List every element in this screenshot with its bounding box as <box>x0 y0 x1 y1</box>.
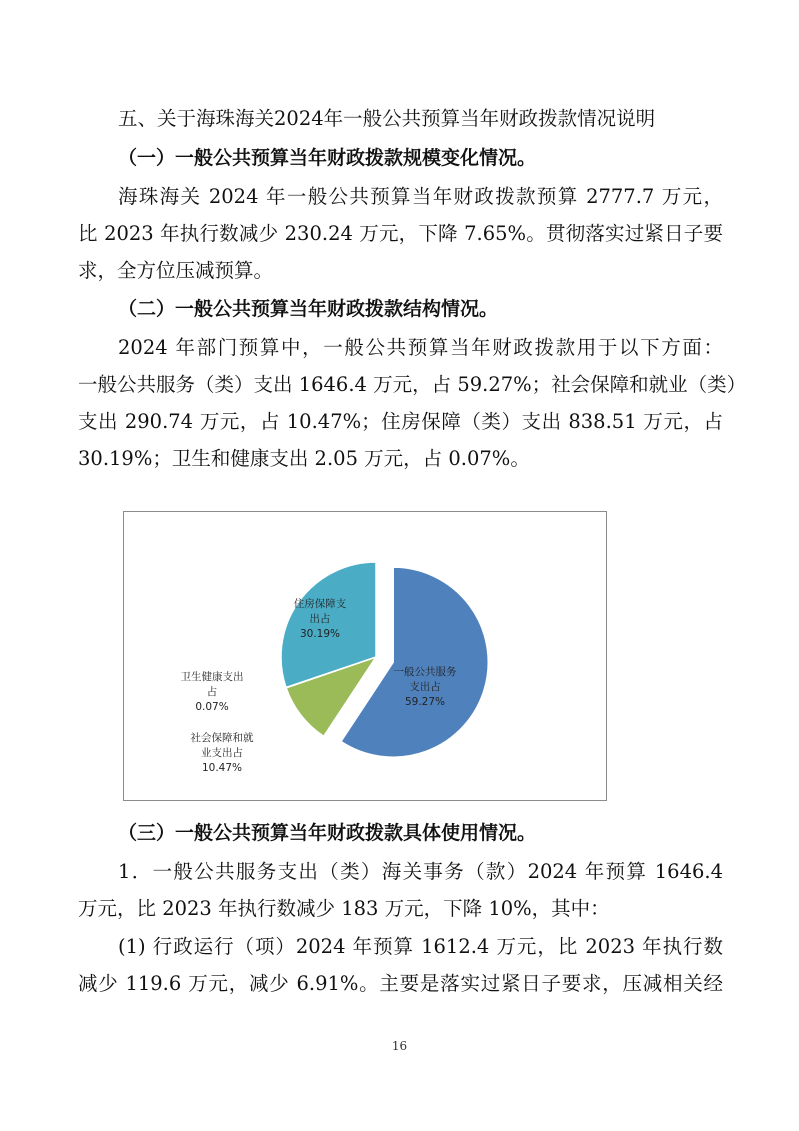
part3-line-4: 减少 119.6 万元，减少 6.91%。主要是落实过紧日子要求，压减相关经 <box>78 972 723 995</box>
part3-line-1: 1．一般公共服务支出（类）海关事务（款）2024 年预算 1646.4 <box>118 860 723 883</box>
part3-heading: （三）一般公共预算当年财政拨款具体使用情况。 <box>118 822 537 844</box>
part2-line-4: 30.19%；卫生和健康支出 2.05 万元，占 0.07%。 <box>78 447 530 470</box>
pie-label-3: 住房保障支出占 30.19% <box>293 598 347 640</box>
part2-line-2: 一般公共服务（类）支出 1646.4 万元，占 59.27%；社会保障和就业（类） <box>78 373 747 396</box>
part2-line-1: 2024 年部门预算中，一般公共预算当年财政拨款用于以下方面： <box>118 336 723 359</box>
part1-line-1: 海珠海关 2024 年一般公共预算当年财政拨款预算 2777.7 万元， <box>118 185 723 208</box>
section-title: 五、关于海珠海关2024年一般公共预算当年财政拨款情况说明 <box>118 107 656 130</box>
part2-heading: （二）一般公共预算当年财政拨款结构情况。 <box>118 298 499 320</box>
pie-label-1: 社会保障和就业支出占 10.47% <box>190 732 254 774</box>
pie-label-2: 卫生健康支出占 0.07% <box>180 671 244 713</box>
part1-heading: （一）一般公共预算当年财政拨款规模变化情况。 <box>118 147 537 169</box>
pie-chart-svg <box>124 512 606 800</box>
part1-line-2: 比 2023 年执行数减少 230.24 万元，下降 7.65%。贯彻落实过紧日子要 <box>78 222 723 245</box>
page-number: 16 <box>391 1039 408 1053</box>
part1-line-3: 求，全方位压减预算。 <box>78 259 274 282</box>
pie-chart <box>123 511 607 801</box>
part3-line-3: (1) 行政运行（项）2024 年预算 1612.4 万元，比 2023 年执行数 <box>118 935 723 958</box>
pie-label-0: 一般公共服务支出占 59.27% <box>393 666 457 708</box>
part2-line-3: 支出 290.74 万元，占 10.47%；住房保障（类）支出 838.51 万元，占 <box>78 410 723 433</box>
part3-line-2: 万元，比 2023 年执行数减少 183 万元，下降 10%，其中： <box>78 897 610 920</box>
